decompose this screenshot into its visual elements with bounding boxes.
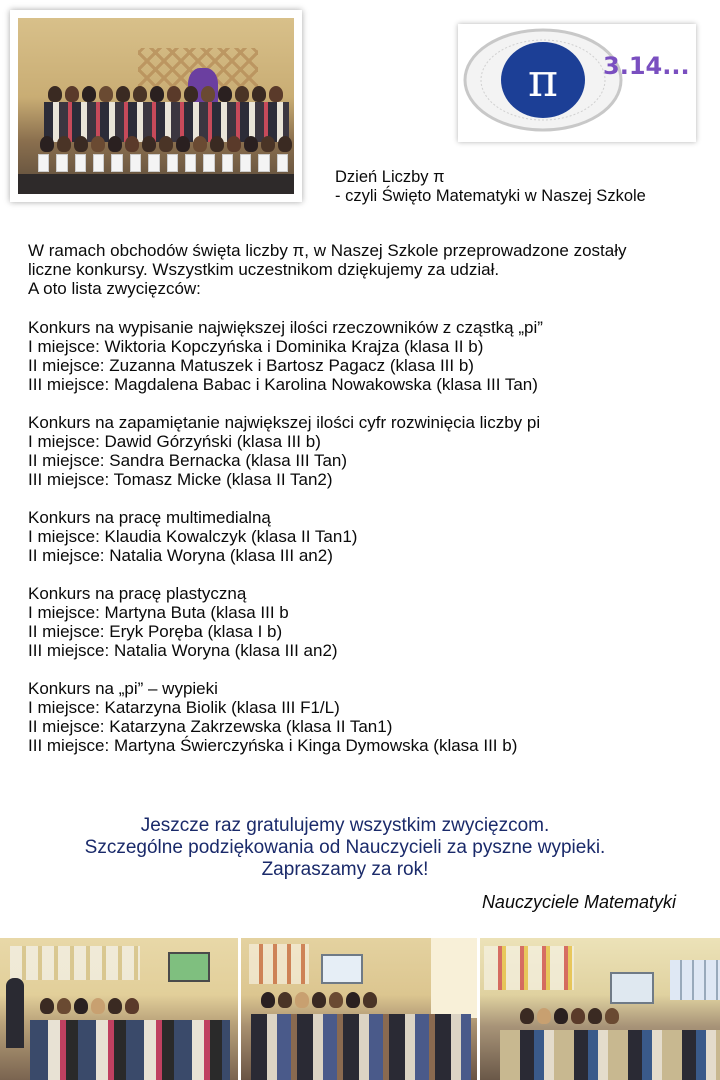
contest-nouns	[28, 318, 543, 394]
contest-place: II miejsce: Zuzanna Matuszek i Bartosz Pagacz (klasa III b)	[28, 356, 474, 375]
pi-symbol: π	[527, 53, 559, 107]
contest-place: III miejsce: Martyna Świerczyńska i Kinga Dymowska (klasa III b)	[28, 736, 518, 755]
closing-line: Zapraszamy za rok!	[261, 859, 429, 880]
classroom-photos	[0, 938, 720, 1080]
pi-day-logo	[458, 24, 696, 142]
closing-line: Szczególne podziękowania od Nauczycieli za pyszne wypieki.	[84, 837, 606, 858]
contest-place: II miejsce: Sandra Bernacka (klasa III Tan)	[28, 451, 348, 470]
contest-title: Konkurs na pracę plastyczną	[28, 584, 247, 603]
intro-line: W ramach obchodów święta liczby π, w Naszej Szkole przeprowadzone zostały	[28, 241, 627, 260]
closing-message	[0, 815, 690, 881]
contest-place: I miejsce: Martyna Buta (klasa III b	[28, 603, 289, 622]
intro-text	[28, 241, 626, 298]
contest-title: Konkurs na pracę multimedialną	[28, 508, 271, 527]
contest-art	[28, 584, 543, 660]
signature: Nauczyciele Matematyki	[481, 892, 676, 912]
classroom-photo-1	[0, 938, 238, 1080]
contest-place: III miejsce: Magdalena Babac i Karolina Nowakowska (klasa III Tan)	[28, 375, 538, 394]
contest-title: Konkurs na wypisanie największej ilości rzeczowników z cząstką „pi”	[28, 318, 543, 337]
contest-place: I miejsce: Klaudia Kowalczyk (klasa II Tan1)	[28, 527, 358, 546]
contest-place: I miejsce: Katarzyna Biolik (klasa III F1/L)	[28, 698, 340, 717]
page-heading	[335, 168, 646, 206]
contest-place: III miejsce: Natalia Woryna (klasa III an2)	[28, 641, 338, 660]
contest-baking	[28, 679, 543, 755]
contest-place: III miejsce: Tomasz Micke (klasa II Tan2)	[28, 470, 333, 489]
contest-place: I miejsce: Wiktoria Kopczyńska i Dominika Krajza (klasa II b)	[28, 337, 484, 356]
contest-title: Konkurs na zapamiętanie największej ilości cyfr rozwinięcia liczby pi	[28, 413, 541, 432]
contest-digits	[28, 413, 543, 489]
heading-line-2: - czyli Święto Matematyki w Naszej Szkole	[335, 187, 646, 205]
contest-multimedia	[28, 508, 543, 565]
classroom-photo-2	[241, 938, 477, 1080]
intro-line: liczne konkursy. Wszystkim uczestnikom dziękujemy za udział.	[28, 260, 500, 279]
contest-place: II miejsce: Natalia Woryna (klasa III an2)	[28, 546, 333, 565]
winners-list	[28, 318, 543, 774]
contest-place: I miejsce: Dawid Górzyński (klasa III b)	[28, 432, 321, 451]
contest-title: Konkurs na „pi” – wypieki	[28, 679, 218, 698]
heading-line-1: Dzień Liczby π	[335, 168, 445, 186]
classroom-photo-3	[480, 938, 720, 1080]
class-photo	[18, 18, 294, 194]
pi-digits: 3.14...	[603, 52, 690, 80]
contest-place: II miejsce: Katarzyna Zakrzewska (klasa II Tan1)	[28, 717, 393, 736]
closing-line: Jeszcze raz gratulujemy wszystkim zwycięzcom.	[140, 815, 550, 836]
intro-line: A oto lista zwycięzców:	[28, 279, 201, 298]
contest-place: II miejsce: Eryk Poręba (klasa I b)	[28, 622, 283, 641]
class-photo-frame	[10, 10, 302, 202]
